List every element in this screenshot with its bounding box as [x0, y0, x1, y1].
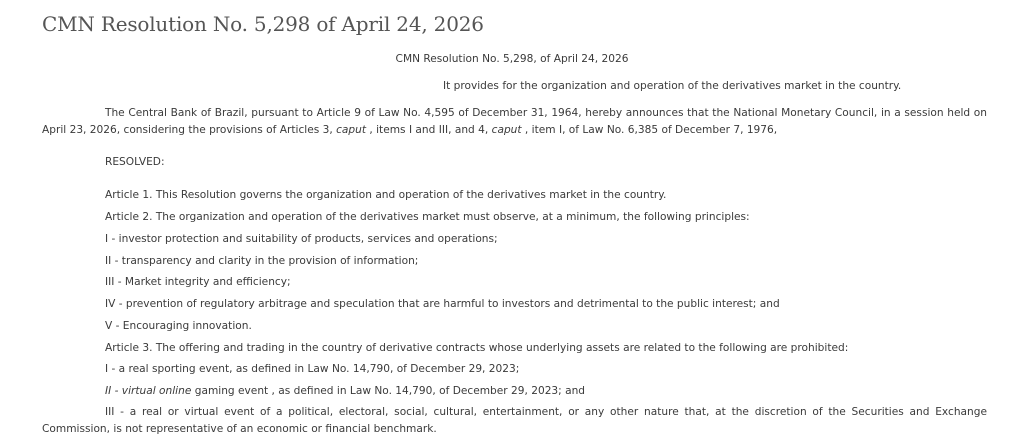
- prohibited-item-italic: II - virtual online: [105, 385, 192, 397]
- preamble-text-2: , items I and III, and 4,: [366, 124, 492, 136]
- resolved-heading: RESOLVED:: [105, 156, 165, 168]
- page-title: CMN Resolution No. 5,298 of April 24, 2026: [42, 12, 484, 36]
- principle-item: V - Encouraging innovation.: [105, 320, 252, 332]
- preamble-caput-2: caput: [491, 124, 522, 136]
- principle-item: III - Market integrity and efficiency;: [105, 276, 291, 288]
- principle-item: IV - prevention of regulatory arbitrage and speculation that are harmful to investors and detrimental to the public interest; and: [105, 298, 780, 310]
- article-1: Article 1. This Resolution governs the organization and operation of the derivatives market in the country.: [105, 189, 667, 201]
- preamble-paragraph: [42, 105, 987, 139]
- principle-item: II - transparency and clarity in the provision of information;: [105, 255, 419, 267]
- resolution-summary: It provides for the organization and operation of the derivatives market in the country.: [443, 80, 902, 92]
- prohibited-item-text: gaming event , as defined in Law No. 14,790, of December 29, 2023; and: [191, 385, 586, 397]
- article-3: Article 3. The offering and trading in the country of derivative contracts whose underlying assets are related to the following are prohibited:: [105, 342, 849, 354]
- preamble-text-1: The Central Bank of Brazil, pursuant to Article 9 of Law No. 4,595 of December 31, 1964, hereby announces that the National Monetary Council, in a session held on April 23, 2026, considering the provisions of Articles 3,: [42, 107, 987, 136]
- preamble-text-3: , item I, of Law No. 6,385 of December 7, 1976,: [521, 124, 778, 136]
- principle-item: I - investor protection and suitability of products, services and operations;: [105, 233, 498, 245]
- preamble-caput-1: caput: [336, 124, 367, 136]
- prohibited-item: III - a real or virtual event of a political, electoral, social, cultural, entertainment, or any other nature that, at the discretion of the Securities and Exchange Commission, is not representative of an economic or financial benchmark.: [42, 406, 987, 435]
- prohibited-item: [105, 383, 585, 400]
- resolution-subtitle: CMN Resolution No. 5,298, of April 24, 2026: [395, 53, 629, 65]
- article-2: Article 2. The organization and operation of the derivatives market must observe, at a minimum, the following principles:: [105, 211, 750, 223]
- prohibited-item: I - a real sporting event, as defined in Law No. 14,790, of December 29, 2023;: [105, 363, 520, 375]
